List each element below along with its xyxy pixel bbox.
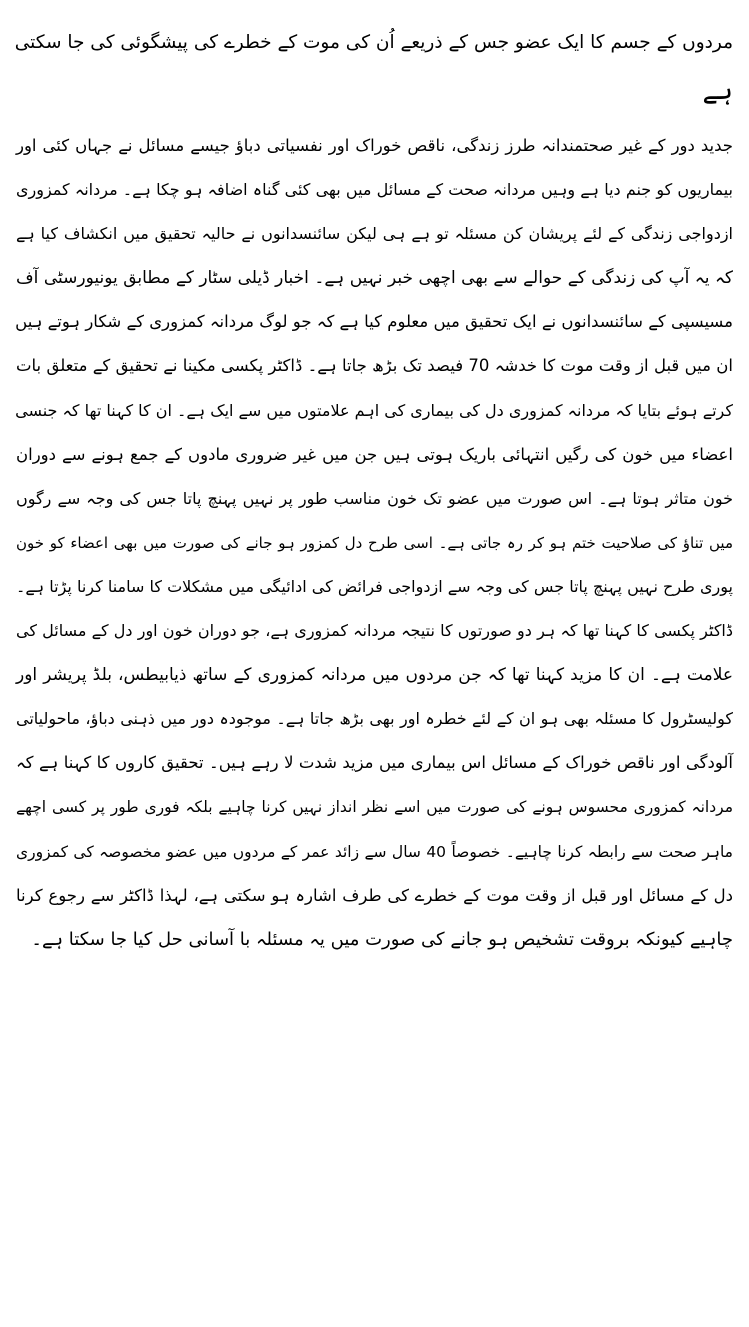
body-line-5: مسیسپی کے سائنسدانوں نے ایک تحقیق میں معلوم کیا ہے کہ جو لوگ مردانہ کمزوری کے شکار ہوتے ہیں [15,312,733,332]
title-line-2: ہے [702,76,733,106]
body-line-15: آلودگی اور ناقص خوراک کے مسائل اس بیماری میں مزید شدت لا رہے ہیں۔ تحقیق کاروں کا کہنا ہے کہ [16,753,733,773]
article-title [16,20,733,126]
body-line-17: ماہر صحت سے رابطہ کرنا چاہیے۔ خصوصاً 40 سال سے زائد عمر کے مردوں میں عضو مخصوصہ کی کمزوری [16,842,733,861]
body-line-10: میں تناؤ کی صلاحیت ختم ہو کر رہ جاتی ہے۔ اسی طرح دل کمزور ہو جانے کی صورت میں بھی اعضاء کو خون [16,533,733,552]
body-line-14: کولیسٹرول کا مسئلہ بھی ہو ان کے لئے خطرہ اور بھی بڑھ جاتا ہے۔ موجودہ دور میں ذہنی دباؤ، ماحولیاتی [16,709,733,729]
body-line-19: چاہیے کیونکہ بروقت تشخیص ہو جانے کی صورت میں یہ مسئلہ با آسانی حل کیا جا سکتا ہے۔ [31,928,733,950]
body-line-2: بیماریوں کو جنم دیا ہے وہیں مردانہ صحت کے مسائل میں بھی کئی گناہ اضافہ ہو چکا ہے۔ مردانہ کمزوری [16,180,733,200]
body-line-8: اعضاء میں خون کی رگیں انتہائی باریک ہوتی ہیں جن میں غیر ضروری مادوں کے جمع ہونے سے دوران [16,444,733,464]
body-line-3: ازدواجی زندگی کے لئے پریشان کن مسئلہ تو ہے ہی لیکن سائنسدانوں نے حالیہ تحقیق میں انکشاف کیا ہے [16,224,733,244]
body-line-13: علامت ہے۔ ان کا مزید کہنا تھا کہ جن مردوں میں مردانہ کمزوری کے ساتھ ذیابیطس، بلڈ پریشر اور [16,665,733,686]
article-body [16,126,733,964]
body-line-18: دل کے مسائل اور قبل از وقت موت کے خطرے کی طرف اشارہ ہو سکتی ہے، لہذا ڈاکٹر سے رجوع کرنا [16,885,733,905]
body-line-12: ڈاکٹر پکسی کا کہنا تھا کہ ہر دو صورتوں کا نتیجہ مردانہ کمزوری ہے، جو دوران خون اور دل کے مسائل کی [16,621,733,641]
body-line-11: پوری طرح نہیں پہنچ پاتا جس کی وجہ سے ازدواجی فرائض کی ادائیگی میں مشکلات کا سامنا کرنا پڑتا ہے۔ [16,576,733,596]
body-line-7: کرتے ہوئے بتایا کہ مردانہ کمزوری دل کی بیماری کی اہم علامتوں میں سے ایک ہے۔ ان کا کہنا تھا کہ جنسی [15,400,733,420]
title-line-1: مردوں کے جسم کا ایک عضو جس کے ذریعے اُن کی موت کے خطرے کی پیشگوئی کی جا سکتی [14,32,733,53]
body-line-1: جدید دور کے غیر صحتمندانہ طرز زندگی، ناقص خوراک اور نفسیاتی دباؤ جیسے مسائل نے جہاں کئی اور [16,136,733,155]
body-line-4: کہ یہ آپ کی زندگی کے حوالے سے بھی اچھی خبر نہیں ہے۔ اخبار ڈیلی سٹار کے مطابق یونیورسٹی آف [16,268,733,289]
body-line-9: خون متاثر ہوتا ہے۔ اس صورت میں عضو تک خون مناسب طور پر نہیں پہنچ پاتا جس کی وجہ سے رگوں [16,488,733,508]
body-line-6: ان میں قبل از وقت موت کا خدشہ 70 فیصد تک بڑھ جاتا ہے۔ ڈاکٹر پکسی مکینا نے تحقیق کے متعلق بات [16,356,733,376]
body-line-16: مردانہ کمزوری محسوس ہونے کی صورت میں اسے نظر انداز نہیں کرنا چاہیے بلکہ فوری طور پر کسی اچھے [16,798,733,817]
